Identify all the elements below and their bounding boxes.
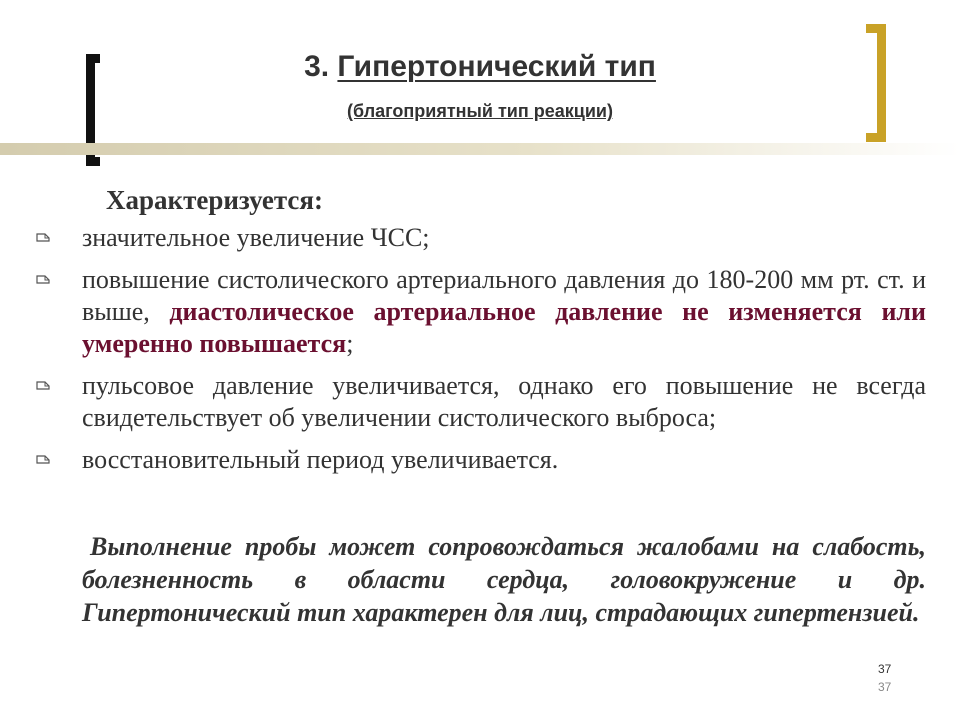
page-corner-icon: [36, 233, 50, 242]
slide-subtitle: (благоприятный тип реакции): [347, 101, 613, 121]
list-item-text: пульсовое давление увеличивается, однако его повышение не всегда свидетельствует об увеличении систолического выброса;: [82, 371, 926, 432]
list-item-text: повышение систолического артериального давления до 180-200 мм рт. ст. и выше,: [82, 265, 926, 326]
list-item: [30, 444, 926, 476]
characteristics-list: [30, 222, 926, 486]
list-item-text-end: ;: [346, 329, 354, 358]
characteristics-heading: Характеризуется:: [106, 185, 324, 215]
title-prefix: 3.: [304, 50, 338, 83]
page-corner-icon: [36, 381, 50, 390]
page-corner-icon: [36, 455, 50, 464]
list-item: [30, 264, 926, 360]
title-main: Гипертонический тип: [337, 50, 656, 83]
conclusion-paragraph: Выполнение пробы может сопровождаться жалобами на слабость, болезненность в области сердца, головокружение и др. Гипертонический тип характерен для лиц, страдающих гипертензией.: [82, 532, 926, 627]
list-item: [30, 222, 926, 254]
slide-title: [0, 50, 960, 84]
highlighted-text: диастолическое артериальное давление не изменяется или умеренно повышается: [82, 297, 926, 358]
page-corner-icon: [36, 275, 50, 284]
header-decoration-band: [0, 143, 960, 155]
list-item: [30, 370, 926, 434]
page-number: 37: [878, 662, 892, 676]
page-number-footer: 37: [878, 680, 892, 694]
list-item-text: восстановительный период увеличивается.: [82, 445, 559, 474]
list-item-text: значительное увеличение ЧСС;: [82, 223, 430, 252]
